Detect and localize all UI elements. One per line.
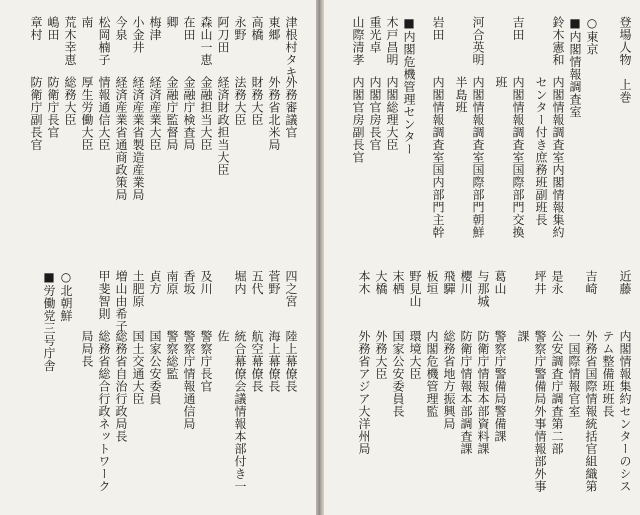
cast-text-column: 板垣 [425, 270, 439, 295]
cast-text-column: 法務大臣 [233, 76, 247, 126]
cast-text-column: 吉田 [511, 16, 525, 41]
cast-text-column: 内閣総理大臣 [385, 76, 399, 151]
cast-text-column: 経済産業大臣 [148, 76, 162, 151]
cast-text-column: 防衛庁情報本部資料課 [476, 330, 490, 455]
cast-text-column: 国家公安委員 [148, 330, 162, 405]
book-gutter [316, 0, 324, 515]
cast-text-column: 貞方 [148, 270, 162, 295]
cast-text-column: 津根村タキ [284, 16, 298, 79]
cast-text-column: 登場人物 上巻 [618, 16, 632, 104]
cast-text-column: センター付き庶務班副班長 [534, 76, 548, 226]
cast-text-column: 外務省アジア大洋州局 [357, 330, 371, 455]
cast-text-column: 経済産業省製造産業局 [131, 76, 145, 201]
cast-text-column: 内閣情報調査室国際部門朝鮮 [471, 76, 485, 239]
cast-text-column: 内閣情報調査室内閣情報集約 [551, 76, 565, 239]
cast-text-column: 金融庁監督局 [165, 76, 179, 151]
cast-text-column: 防衛庁情報本部調査課 [459, 330, 473, 455]
cast-text-column: 大橋 [374, 270, 388, 295]
cast-text-column: 永野 [233, 16, 247, 41]
cast-text-column: ■内閣危機管理センター [402, 16, 416, 156]
cast-text-column: 警察庁長官 [199, 330, 213, 393]
cast-text-column: 五代 [250, 270, 264, 295]
cast-text-column: ■内閣情報調査室 [568, 16, 582, 118]
cast-text-column: 警察庁情報通信局 [182, 330, 196, 430]
cast-text-column: ○北朝鮮 [59, 270, 73, 322]
cast-text-column: 経済財政担当大臣 [216, 76, 230, 176]
cast-text-column: 与那城 [476, 270, 490, 308]
cast-text-column: 菅野 [267, 270, 281, 295]
cast-text-column: 国家公安委員長 [391, 330, 405, 418]
cast-text-column: 甲斐智則 [97, 270, 111, 320]
cast-text-column: 航空幕僚長 [250, 330, 264, 393]
cast-text-column: ■労働党三号庁舎 [42, 270, 56, 372]
cast-text-column: ○東京 [585, 16, 599, 56]
cast-text-column: 情報通信大臣 [97, 76, 111, 151]
cast-text-column: 警察庁警備局警備課 [493, 330, 507, 443]
cast-text-column: 防衛庁長官 [46, 76, 60, 139]
cast-text-column: 内閣情報調査室国際部門交換 [511, 76, 525, 239]
cast-text-column: 外務大臣 [374, 330, 388, 380]
cast-text-column: 総務省自治行政局長 [114, 330, 128, 443]
left-page [0, 0, 316, 515]
cast-text-column: 荒木幸恵 [63, 16, 77, 66]
cast-text-column: 班 [494, 76, 508, 89]
cast-text-column: 在田 [182, 16, 196, 41]
cast-text-column: 一国際情報官室 [567, 330, 581, 418]
cast-text-column: 金融庁検査局 [182, 76, 196, 151]
cast-text-column: 半島班 [454, 76, 468, 114]
cast-text-column: 内閣危機管理監 [425, 330, 439, 418]
cast-text-column: 木戸昌明 [385, 16, 399, 66]
cast-text-column: 是永 [550, 270, 564, 295]
cast-text-column: 卿 [165, 16, 179, 29]
cast-text-column: 櫻川 [459, 270, 473, 295]
cast-text-column: 坪井 [533, 270, 547, 295]
cast-text-column: 海上幕僚長 [267, 330, 281, 393]
cast-text-column: 及川 [199, 270, 213, 295]
cast-text-column: 外務審議官 [284, 76, 298, 139]
cast-text-column: 課 [516, 330, 530, 343]
cast-text-column: 陸上幕僚長 [284, 330, 298, 393]
cast-text-column: 阿刀田 [216, 16, 230, 54]
cast-text-column: 外務省北米局 [267, 76, 281, 151]
cast-text-column: 佐 [216, 330, 230, 343]
cast-text-column: 厚生労働大臣 [80, 76, 94, 151]
cast-text-column: 総務省総合行政ネットワーク [97, 330, 111, 493]
cast-text-column: 末栖 [391, 270, 405, 295]
cast-text-column: 山際清孝 [351, 16, 365, 66]
cast-text-column: 小金井 [131, 16, 145, 54]
cast-text-column: 葛山 [493, 270, 507, 295]
cast-text-column: 飛驒 [442, 270, 456, 295]
cast-text-column: 内閣官房長官 [368, 76, 382, 151]
cast-text-column: 岩田 [431, 16, 445, 41]
cast-text-column: 内閣情報集約センターのシス [618, 330, 632, 493]
cast-text-column: 森山一恵 [199, 16, 213, 66]
cast-text-column: 内閣官房副長官 [351, 76, 365, 164]
cast-text-column: 松岡楠子 [97, 16, 111, 66]
cast-text-column: 金融担当大臣 [199, 76, 213, 151]
cast-text-column: 梅津 [148, 16, 162, 41]
cast-text-column: テム整備班班長 [601, 330, 615, 418]
cast-text-column: 堀内 [233, 270, 247, 295]
cast-text-column: 外務省国際情報統括官組織第 [584, 330, 598, 493]
cast-text-column: 本木 [357, 270, 371, 295]
cast-text-column: 南 [80, 16, 94, 29]
cast-text-column: 章村 [29, 16, 43, 41]
cast-text-column: 警察総監 [165, 330, 179, 380]
cast-text-column: 総務大臣 [63, 76, 77, 126]
cast-text-column: 内閣情報調査室国内部門主幹 [431, 76, 445, 239]
cast-text-column: 土肥原 [131, 270, 145, 308]
cast-text-column: 経済産業省通商政策局 [114, 76, 128, 201]
cast-text-column: 国土交通大臣 [131, 330, 145, 405]
right-page [324, 0, 640, 515]
cast-text-column: 財務大臣 [250, 76, 264, 126]
cast-text-column: 増山由希子 [114, 270, 128, 333]
cast-text-column: 近藤 [618, 270, 632, 295]
cast-text-column: 総務省地方振興局 [442, 330, 456, 430]
cast-text-column: 環境大臣 [408, 330, 422, 380]
cast-text-column: 嶋田 [46, 16, 60, 41]
cast-text-column: 南原 [165, 270, 179, 295]
cast-text-column: 鈴木憲和 [551, 16, 565, 66]
cast-text-column: 河合英明 [471, 16, 485, 66]
cast-text-column: 四之宮 [284, 270, 298, 308]
cast-text-column: 香坂 [182, 270, 196, 295]
cast-text-column: 警察庁警備局外事情報部外事 [533, 330, 547, 493]
cast-text-column: 防衛庁副長官 [29, 76, 43, 151]
cast-text-column: 東郷 [267, 16, 281, 41]
cast-text-column: 今泉 [114, 16, 128, 41]
cast-text-column: 吉崎 [584, 270, 598, 295]
cast-text-column: 統合幕僚会議情報本部付き一 [233, 330, 247, 493]
cast-text-column: 高橋 [250, 16, 264, 41]
cast-text-column: 重光卓 [368, 16, 382, 54]
cast-text-column: 公安調査庁調査第二部 [550, 330, 564, 455]
cast-text-column: 局局長 [80, 330, 94, 368]
cast-text-column: 野見山 [408, 270, 422, 308]
